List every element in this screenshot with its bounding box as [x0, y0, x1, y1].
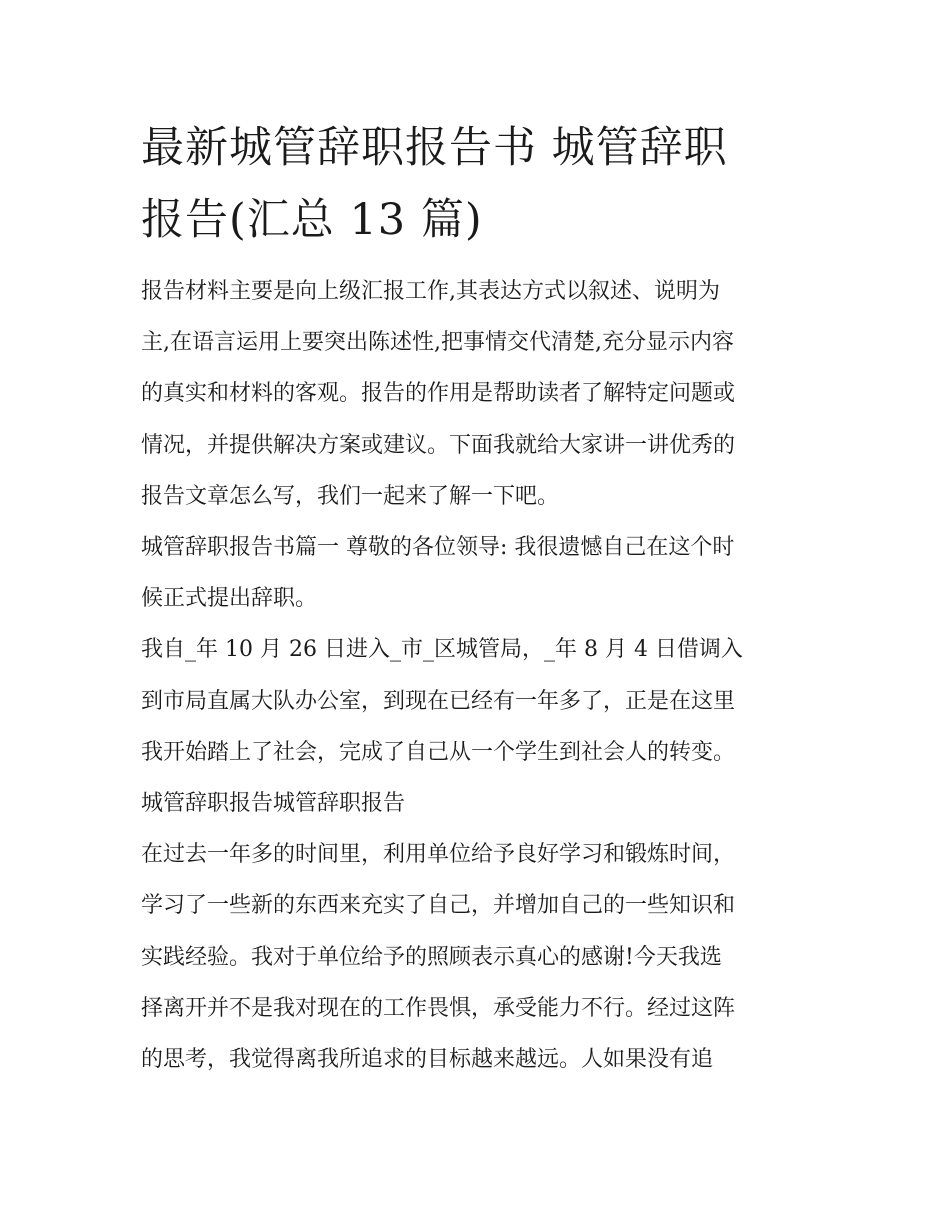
title-line-1: 最新城管辞职报告书 城管辞职	[141, 123, 728, 173]
body-line: 实践经验。我对于单位给予的照顾表示真心的感谢!今天我选	[141, 944, 722, 970]
document-title	[141, 112, 821, 256]
body-line: 候正式提出辞职。	[141, 586, 318, 612]
body-line: 在过去一年多的时间里，利用单位给予良好学习和锻炼时间，	[141, 842, 736, 868]
body-line: 我开始踏上了社会，完成了自己从一个学生到社会人的转变。	[141, 739, 736, 765]
body-line: 的思考，我觉得离我所追求的目标越来越远。人如果没有追	[141, 1047, 714, 1073]
body-line: 我自_年 10 月 26 日进入_市_区城管局，_年 8 月 4 日借调入	[141, 637, 743, 663]
body-line: 情况，并提供解决方案或建议。下面我就给大家讲一讲优秀的	[141, 432, 736, 458]
document-body	[141, 266, 821, 1085]
body-line: 报告材料主要是向上级汇报工作,其表达方式以叙述、说明为	[141, 279, 720, 304]
body-line: 报告文章怎么写，我们一起来了解一下吧。	[141, 483, 560, 509]
body-line: 择离开并不是我对现在的工作畏惧，承受能力不行。经过这阵	[141, 995, 736, 1021]
subheading: 城管辞职报告城管辞职报告	[141, 791, 406, 817]
title-line-2: 报告(汇总 13 篇)	[141, 195, 483, 245]
body-line: 学习了一些新的东西来充实了自己，并增加自己的一些知识和	[141, 893, 736, 919]
body-line: 到市局直属大队办公室，到现在已经有一年多了，正是在这里	[141, 688, 736, 714]
document-page	[141, 112, 821, 1085]
body-line: 主,在语言运用上要突出陈述性,把事情交代清楚,充分显示内容	[141, 330, 734, 356]
body-line: 的真实和材料的客观。报告的作用是帮助读者了解特定问题或	[141, 381, 736, 407]
section-heading: 城管辞职报告书篇一 尊敬的各位领导: 我很遗憾自己在这个时	[141, 535, 735, 561]
